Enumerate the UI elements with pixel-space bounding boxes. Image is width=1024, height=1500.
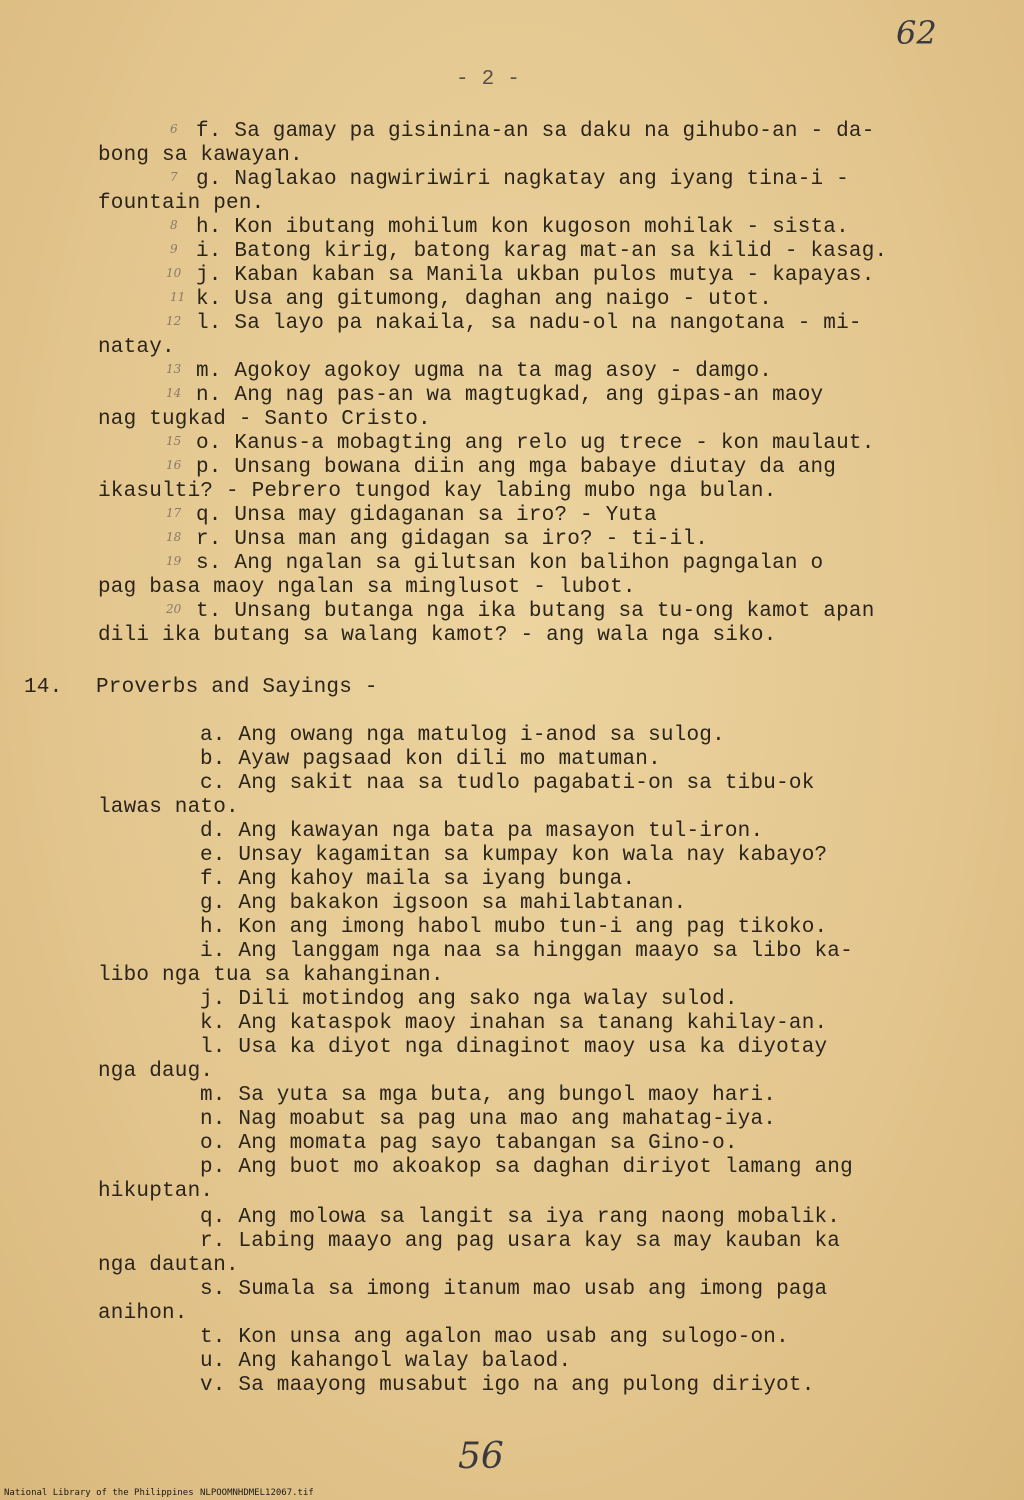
proverb-line: hikuptan. xyxy=(98,1180,214,1203)
proverb-line: a. Ang owang nga matulog i-anod sa sulog. xyxy=(200,724,725,747)
proverb-line: s. Sumala sa imong itanum mao usab ang imong paga xyxy=(200,1278,828,1301)
riddle-line: j. Kaban kaban sa Manila ukban pulos mutya - kapayas. xyxy=(196,264,875,287)
section-title: Proverbs and Sayings - xyxy=(96,676,378,699)
margin-note: 6 xyxy=(170,122,178,136)
proverb-line: b. Ayaw pagsaad kon dili mo matuman. xyxy=(200,748,661,771)
proverb-line: p. Ang buot mo akoakop sa daghan diriyot lamang ang xyxy=(200,1156,853,1179)
proverb-line: j. Dili motindog ang sako nga walay sulod. xyxy=(200,988,738,1011)
proverb-line: e. Unsay kagamitan sa kumpay kon wala nay kabayo? xyxy=(200,844,828,867)
footer-filename: NLPOOMNHDMEL12067.tif xyxy=(200,1488,314,1498)
proverb-line: t. Kon unsa ang agalon mao usab ang sulogo-on. xyxy=(200,1326,789,1349)
page-marker: - 2 - xyxy=(456,68,521,91)
margin-note: 13 xyxy=(166,362,182,376)
proverb-line: v. Sa maayong musabut igo na ang pulong diriyot. xyxy=(200,1374,815,1397)
riddle-line: nag tugkad - Santo Cristo. xyxy=(98,408,431,431)
proverb-line: u. Ang kahangol walay balaod. xyxy=(200,1350,572,1373)
margin-note: 7 xyxy=(170,170,178,184)
riddle-line: s. Ang ngalan sa gilutsan kon balihon pagngalan o xyxy=(196,552,824,575)
footer-library: National Library of the Philippines xyxy=(4,1488,194,1498)
handwritten-page-mark: 56 xyxy=(458,1436,504,1477)
riddle-line: n. Ang nag pas-an wa magtugkad, ang gipas-an maoy xyxy=(196,384,824,407)
margin-note: 20 xyxy=(166,602,182,616)
proverb-line: d. Ang kawayan nga bata pa masayon tul-iron. xyxy=(200,820,764,843)
margin-note: 10 xyxy=(166,266,182,280)
proverb-line: lawas nato. xyxy=(98,796,239,819)
riddle-line: f. Sa gamay pa gisinina-an sa daku na gihubo-an - da- xyxy=(196,120,875,143)
proverb-line: r. Labing maayo ang pag usara kay sa may kauban ka xyxy=(200,1230,841,1253)
proverb-line: anihon. xyxy=(98,1302,188,1325)
margin-note: 18 xyxy=(166,530,182,544)
riddle-line: dili ika butang sa walang kamot? - ang wala nga siko. xyxy=(98,624,777,647)
proverb-line: i. Ang langgam nga naa sa hinggan maayo sa libo ka- xyxy=(200,940,853,963)
margin-note: 16 xyxy=(166,458,182,472)
handwritten-page-number: 62 xyxy=(896,14,937,52)
riddle-line: q. Unsa may gidaganan sa iro? - Yuta xyxy=(196,504,657,527)
margin-note: 9 xyxy=(170,242,178,256)
proverb-line: libo nga tua sa kahanginan. xyxy=(98,964,444,987)
proverb-line: nga dautan. xyxy=(98,1254,239,1277)
riddle-line: ikasulti? - Pebrero tungod kay labing mubo nga bulan. xyxy=(98,480,777,503)
riddle-line: h. Kon ibutang mohilum kon kugoson mohilak - sista. xyxy=(196,216,849,239)
riddle-line: pag basa maoy ngalan sa minglusot - lubot. xyxy=(98,576,636,599)
riddle-line: p. Unsang bowana diin ang mga babaye diutay da ang xyxy=(196,456,837,479)
riddle-line: l. Sa layo pa nakaila, sa nadu-ol na nangotana - mi- xyxy=(196,312,862,335)
riddle-line: bong sa kawayan. xyxy=(98,144,303,167)
proverb-line: m. Sa yuta sa mga buta, ang bungol maoy hari. xyxy=(200,1084,777,1107)
proverb-line: nga daug. xyxy=(98,1060,214,1083)
proverb-line: n. Nag moabut sa pag una mao ang mahatag-iya. xyxy=(200,1108,777,1131)
margin-note: 19 xyxy=(166,554,182,568)
proverb-line: f. Ang kahoy maila sa iyang bunga. xyxy=(200,868,636,891)
margin-note: 15 xyxy=(166,434,182,448)
margin-note: 8 xyxy=(170,218,178,232)
proverb-line: l. Usa ka diyot nga dinaginot maoy usa ka diyotay xyxy=(200,1036,828,1059)
margin-note: 12 xyxy=(166,314,182,328)
riddle-line: natay. xyxy=(98,336,175,359)
riddle-line: g. Naglakao nagwiriwiri nagkatay ang iyang tina-i - xyxy=(196,168,849,191)
margin-note: 17 xyxy=(166,506,182,520)
riddle-line: m. Agokoy agokoy ugma na ta mag asoy - damgo. xyxy=(196,360,773,383)
proverb-line: c. Ang sakit naa sa tudlo pagabati-on sa tibu-ok xyxy=(200,772,815,795)
riddle-line: o. Kanus-a mobagting ang relo ug trece - kon maulaut. xyxy=(196,432,875,455)
riddle-line: t. Unsang butanga nga ika butang sa tu-ong kamot apan xyxy=(196,600,875,623)
riddle-line: r. Unsa man ang gidagan sa iro? - ti-il. xyxy=(196,528,709,551)
riddle-line: i. Batong kirig, batong karag mat-an sa kilid - kasag. xyxy=(196,240,888,263)
proverb-line: h. Kon ang imong habol mubo tun-i ang pag tikoko. xyxy=(200,916,828,939)
proverb-line: g. Ang bakakon igsoon sa mahilabtanan. xyxy=(200,892,687,915)
proverb-line: o. Ang momata pag sayo tabangan sa Gino-o. xyxy=(200,1132,738,1155)
proverb-line: k. Ang kataspok maoy inahan sa tanang kahilay-an. xyxy=(200,1012,828,1035)
proverb-line: q. Ang molowa sa langit sa iya rang naong mobalik. xyxy=(200,1206,841,1229)
riddle-line: k. Usa ang gitumong, daghan ang naigo - utot. xyxy=(196,288,773,311)
margin-note: 11 xyxy=(170,290,186,304)
riddle-line: fountain pen. xyxy=(98,192,265,215)
margin-note: 14 xyxy=(166,386,182,400)
section-number: 14. xyxy=(24,676,63,699)
